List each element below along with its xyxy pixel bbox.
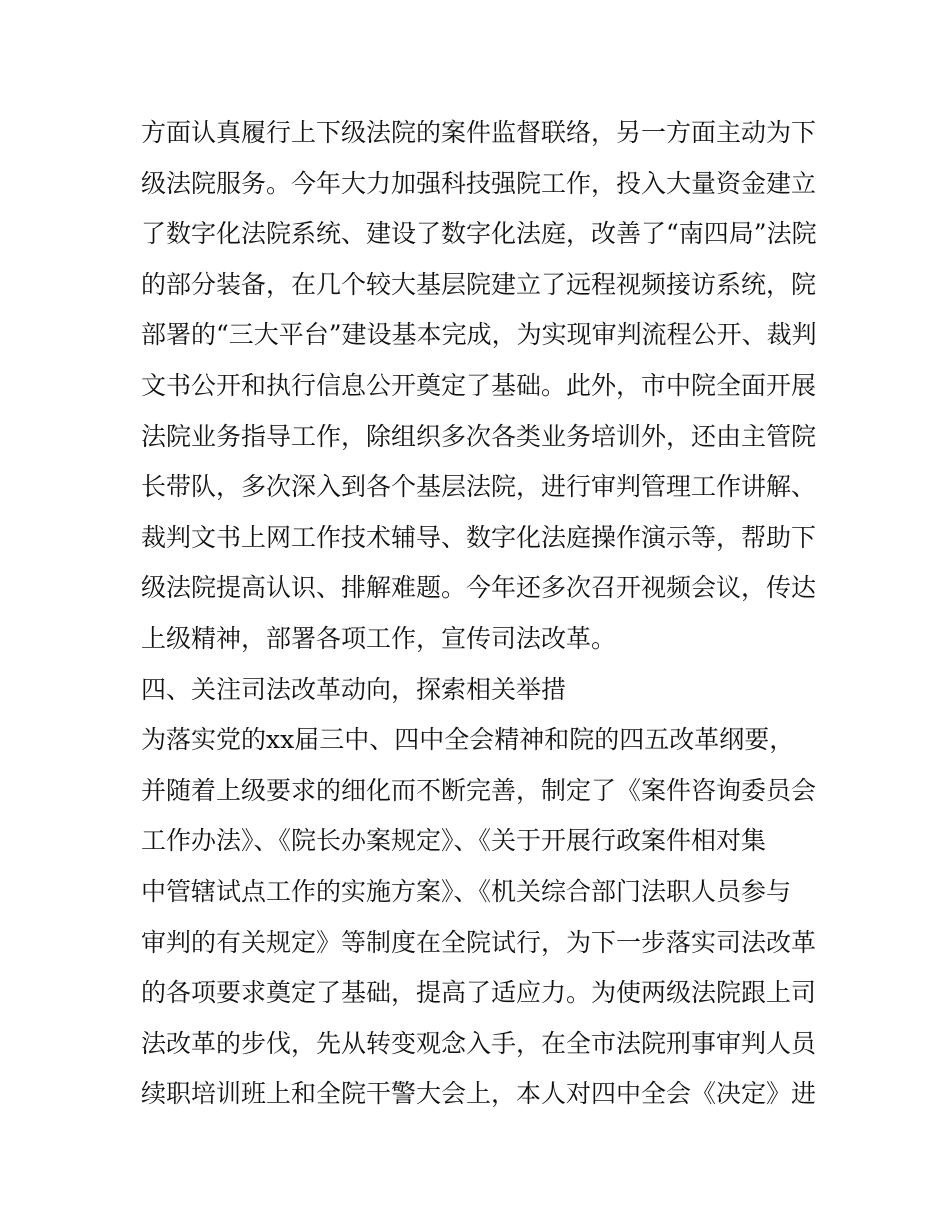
text-line: 法改革的步伐，先从转变观念入手，在全市法院刑事审判人员: [141, 1028, 817, 1058]
text-line: 了数字化法院系统、建设了数字化法庭，改善了“南四局”法院: [141, 219, 817, 249]
text-line: 长带队，多次深入到各个基层法院，进行审判管理工作讲解、: [141, 472, 817, 502]
text-line: 文书公开和执行信息公开奠定了基础。此外，市中院全面开展: [141, 370, 817, 400]
text-line: 审判的有关规定》等制度在全院试行，为下一步落实司法改革: [141, 927, 817, 957]
text-line: 级法院服务。今年大力加强科技强院工作，投入大量资金建立: [141, 168, 817, 198]
text-line: 方面认真履行上下级法院的案件监督联络，另一方面主动为下: [141, 118, 817, 147]
text-line: 部署的“三大平台”建设基本完成，为实现审判流程公开、裁判: [141, 320, 817, 350]
text-line: 法院业务指导工作，除组织多次各类业务培训外，还由主管院: [141, 421, 817, 451]
text-line: 裁判文书上网工作技术辅导、数字化法庭操作演示等，帮助下: [141, 522, 817, 552]
text-line: 工作办法》、《院长办案规定》、《关于开展行政案件相对集: [141, 826, 767, 856]
text-line: 上级精神，部署各项工作，宣传司法改革。: [141, 623, 617, 653]
section-heading: 四、关注司法改革动向，探索相关举措: [141, 674, 567, 704]
text-line: 的部分装备，在几个较大基层院建立了远程视频接访系统，院: [141, 269, 817, 299]
text-line: 续职培训班上和全院干警大会上，本人对四中全会《决定》进: [141, 1079, 817, 1109]
text-line: 的各项要求奠定了基础，提高了适应力。为使两级法院跟上司: [141, 978, 817, 1008]
text-line: 并随着上级要求的细化而不断完善，制定了《案件咨询委员会: [141, 775, 817, 805]
text-line: 级法院提高认识、排解难题。今年还多次召开视频会议，传达: [141, 573, 817, 603]
text-line: 中管辖试点工作的实施方案》、《机关综合部门法职人员参与: [141, 876, 792, 906]
text-line: 为落实党的xx届三中、四中全会精神和院的四五改革纲要，: [141, 725, 795, 755]
body-text: [141, 108, 821, 1120]
